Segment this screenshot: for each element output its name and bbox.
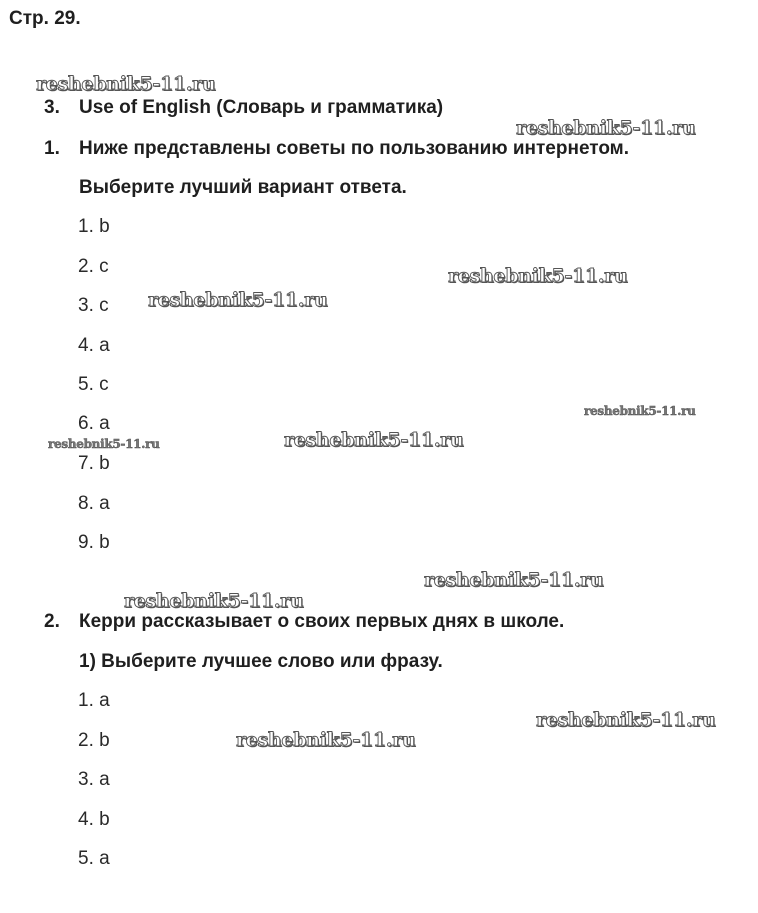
watermark: reshebnik5-11.ru: [36, 73, 216, 95]
task-1-answer: 3. c: [78, 295, 109, 316]
task-1-answer: 9. b: [78, 532, 110, 553]
watermark: reshebnik5-11.ru: [284, 429, 464, 451]
task-1-answer: 7. b: [78, 453, 110, 474]
watermark: reshebnik5-11.ru: [236, 729, 416, 751]
page-title: Стр. 29.: [9, 8, 81, 29]
watermark: reshebnik5-11.ru: [536, 709, 716, 731]
task-1-answer: 2. c: [78, 256, 109, 277]
task-1-number: 1.: [44, 138, 60, 159]
task-2-answer: 5. a: [78, 848, 110, 869]
task-2-answer: 1. a: [78, 690, 110, 711]
task-2-answer: 2. b: [78, 730, 110, 751]
task-2-heading: [0, 611, 758, 635]
task-2-number: 2.: [44, 611, 60, 632]
task-1-answer: 6. a: [78, 413, 110, 434]
task-2-instruction: 1) Выберите лучшее слово или фразу.: [79, 651, 443, 672]
task-1-instruction: Выберите лучший вариант ответа.: [79, 177, 407, 198]
section-title: Use of English (Словарь и грамматика): [79, 97, 444, 118]
task-1-heading: [0, 138, 758, 162]
task-1-answer: 5. c: [78, 374, 109, 395]
task-1-answer: 1. b: [78, 216, 110, 237]
task-1-title: Ниже представлены советы по пользованию интернетом.: [79, 138, 630, 159]
task-1-answer: 8. a: [78, 493, 110, 514]
task-1-answer: 4. a: [78, 335, 110, 356]
task-2-title: Керри рассказывает о своих первых днях в школе.: [79, 611, 565, 632]
watermark: reshebnik5-11.ru: [124, 590, 304, 612]
watermark: reshebnik5-11.ru: [148, 289, 328, 311]
watermark: reshebnik5-11.ru: [584, 404, 696, 418]
watermark: reshebnik5-11.ru: [424, 569, 604, 591]
section-number: 3.: [44, 97, 60, 118]
watermark: reshebnik5-11.ru: [48, 437, 160, 451]
watermark: reshebnik5-11.ru: [448, 265, 628, 287]
watermark: reshebnik5-11.ru: [516, 117, 696, 139]
task-2-answer: 4. b: [78, 809, 110, 830]
task-2-answer: 3. a: [78, 769, 110, 790]
